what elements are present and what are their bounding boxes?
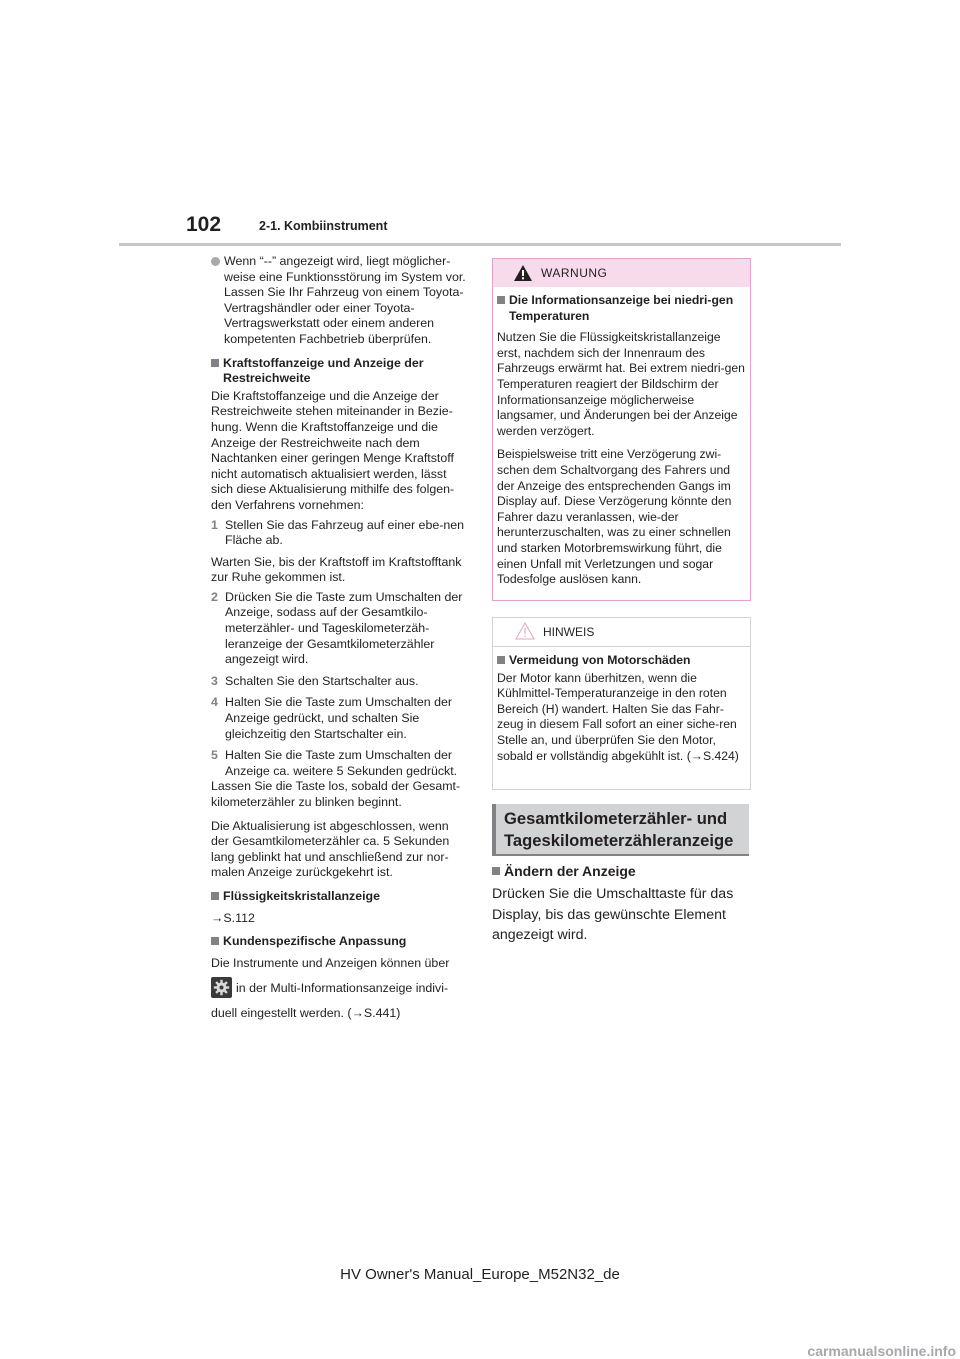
lcd-reference: →S.112 (211, 910, 255, 925)
custom-heading: Kundenspezifische Anpassung (211, 934, 469, 950)
page-number: 102 (186, 213, 222, 236)
section-heading: Gesamtkilometerzähler- und Tageskilometerzähleranzeige (504, 809, 734, 850)
warning-triangle-icon (513, 264, 533, 282)
step-4 (211, 695, 469, 742)
done-paragraph: Die Aktualisierung ist abgeschlossen, wenn der Gesamtkilometerzähler ca. 5 Sekunden lang geblinkt hat und anschließend zur nor-malen Anzeige zurückgekehrt ist. (211, 818, 450, 880)
custom-line-2: in der Multi-Informationsanzeige indivi- (211, 977, 469, 998)
step-number: 2 (211, 589, 218, 604)
square-bullet-icon (211, 937, 219, 945)
change-display-text: Drücken Sie die Umschalttaste für das Display, bis das gewünschte Element angezeigt wird. (492, 886, 734, 943)
step-1 (211, 518, 469, 549)
step-text: Stellen Sie das Fahrzeug auf einer ebe-nen Fläche ab. (225, 517, 465, 548)
warning-heading: Die Informationsanzeige bei niedri-gen Temperaturen (497, 293, 746, 324)
square-bullet-icon (211, 892, 219, 900)
step-3 (211, 674, 469, 690)
release-paragraph: Lassen Sie die Taste los, sobald der Gesamt-kilometerzähler zu blinken beginnt. (211, 779, 461, 809)
warning-paragraph-1: Nutzen Sie die Flüssigkeitskristallanzeige erst, nachdem sich der Innenraum des Fahrzeugs erwärmt hat. Bei extrem niedri-gen Temperaturen reagiert der Bildschirm der Informationsanzeige möglicherweise langsamer, und Änderungen bei der Anzeige werden verzögert. (497, 330, 745, 438)
gear-settings-icon (211, 977, 232, 998)
bullet-item (211, 254, 469, 348)
change-display-heading: Ändern der Anzeige (492, 863, 636, 879)
bullet-text: Wenn “--” angezeigt wird, liegt möglicher-weise eine Funktionsstörung im System vor. Lassen Sie Ihr Fahrzeug von einem Toyota-Vertragshändler oder einer Toyota-Vertragswerkstatt oder einem anderen kompetenten Fachbetrieb überprüfen. (224, 254, 466, 346)
step-5 (211, 748, 469, 779)
step-number: 4 (211, 695, 218, 710)
caution-triangle-icon (515, 622, 535, 640)
footer-text: HV Owner's Manual_Europe_M52N32_de (340, 1266, 620, 1283)
step-text: Halten Sie die Taste zum Umschalten der Anzeige gedrückt, und schalten Sie gleichzeitig den Startschalter ein. (225, 695, 453, 741)
square-bullet-icon (497, 296, 505, 304)
fuel-paragraph: Die Kraftstoffanzeige und die Anzeige der Restreichweite stehen miteinander in Bezie-hung. Wenn die Kraftstoffanzeige und die Anzeige der Restreichweite nach dem Nachtanken einer geringen Menge Kraftstoff nicht automatisch aktualisiert werden, lässt sich diese Aktualisierung mithilfe des folgen-den Verfahrens vornehmen: (211, 388, 455, 512)
step-text: Drücken Sie die Taste zum Umschalten der Anzeige, sodass auf der Gesamtkilo-meterzähler- und Tageskilometerzäh-leranzeige der Gesamtkilometerzähler angezeigt wird. (225, 589, 463, 667)
step-number: 1 (211, 517, 218, 532)
watermark: carmanualsonline.info (807, 1343, 956, 1359)
fuel-heading: Kraftstoffanzeige und Anzeige der Restreichweite (211, 356, 469, 387)
square-bullet-icon (211, 359, 219, 367)
note-body (493, 647, 750, 764)
section-heading-bar (492, 804, 749, 856)
custom-line-3: duell eingestellt werden. (→S.441) (211, 1006, 401, 1021)
left-column (211, 254, 469, 1030)
step-2 (211, 590, 469, 668)
custom-line-1: Die Instrumente und Anzeigen können über (211, 955, 450, 970)
warning-title: WARNUNG (541, 266, 608, 280)
note-header (493, 618, 750, 647)
warning-paragraph-2: Beispielsweise tritt eine Verzögerung zwi-schen dem Schaltvorgang des Fahrers und der Anzeige des entsprechenden Gangs im Display auf. Diese Verzögerung könnte den Fahrer dazu veranlassen, wie-der herunterzuschalten, was zu einer schnellen und starken Motorbremswirkung führt, die einen Unfall mit Verletzungen und sogar Todesfolge auslösen kann. (497, 447, 732, 587)
lcd-heading: Flüssigkeitskristallanzeige (211, 889, 469, 905)
bullet-dot-icon (211, 257, 220, 266)
step-number: 5 (211, 748, 218, 763)
header-divider (119, 243, 841, 246)
square-bullet-icon (497, 656, 505, 664)
warning-body (493, 287, 750, 588)
warning-header (493, 259, 750, 287)
note-paragraph: Der Motor kann überhitzen, wenn die Kühlmittel-Temperaturanzeige in den roten Bereich (H) wandert. Halten Sie das Fahr-zeug in diesem Fall sofort an einer siche-ren Stelle an, und überprüfen Sie den Motor, sobald er vollständig abgekühlt ist. (→S.424) (497, 670, 739, 763)
note-box (492, 617, 751, 790)
wait-paragraph: Warten Sie, bis der Kraftstoff im Kraftstofftank zur Ruhe gekommen ist. (211, 554, 462, 585)
square-bullet-icon (492, 867, 500, 875)
step-number: 3 (211, 673, 218, 688)
note-heading: Vermeidung von Motorschäden (497, 653, 746, 669)
section-title: 2-1. Kombiinstrument (259, 219, 388, 233)
warning-box (492, 258, 751, 601)
step-text: Halten Sie die Taste zum Umschalten der Anzeige ca. weitere 5 Sekunden gedrückt. (225, 748, 458, 778)
note-title: HINWEIS (543, 625, 595, 639)
step-text: Schalten Sie den Startschalter aus. (225, 673, 419, 688)
